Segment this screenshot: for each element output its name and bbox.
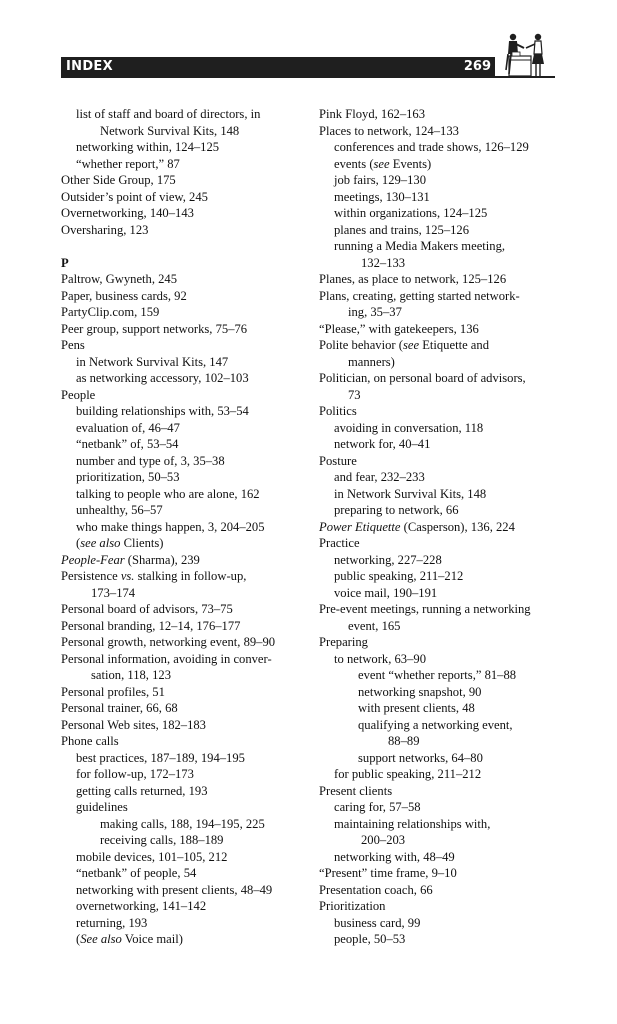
index-entry: Polite behavior (see Etiquette and bbox=[319, 338, 489, 352]
index-column-left bbox=[61, 106, 309, 948]
index-entry: networking with present clients, 48–49 bbox=[76, 882, 273, 897]
index-entry: who make things happen, 3, 204–205 bbox=[76, 519, 265, 534]
index-entry: “Please,” with gatekeepers, 136 bbox=[319, 321, 479, 336]
index-entry: caring for, 57–58 bbox=[334, 800, 421, 814]
index-entry: making calls, 188, 194–195, 225 bbox=[100, 816, 265, 831]
index-entry: PartyClip.com, 159 bbox=[61, 305, 160, 319]
index-entry: preparing to network, 66 bbox=[334, 503, 459, 517]
index-entry: guidelines bbox=[76, 800, 128, 814]
index-entry: as networking accessory, 102–103 bbox=[76, 371, 249, 385]
index-entry: Pink Floyd, 162–163 bbox=[319, 107, 426, 121]
index-entry: (see also Clients) bbox=[76, 536, 164, 550]
index-entry: public speaking, 211–212 bbox=[334, 569, 464, 583]
index-entry: People-Fear (Sharma), 239 bbox=[61, 552, 200, 567]
index-entry: networking snapshot, 90 bbox=[358, 684, 482, 699]
index-entry: Presentation coach, 66 bbox=[319, 882, 433, 897]
index-entry: Overnetworking, 140–143 bbox=[61, 206, 194, 220]
index-entry: and fear, 232–233 bbox=[334, 470, 425, 484]
index-entry: Power Etiquette (Casperson), 136, 224 bbox=[319, 519, 515, 534]
index-entry: Personal board of advisors, 73–75 bbox=[61, 602, 233, 616]
index-entry: planes and trains, 125–126 bbox=[334, 222, 470, 237]
index-entry: sation, 118, 123 bbox=[91, 668, 171, 682]
index-entry: list of staff and board of directors, in bbox=[76, 107, 261, 121]
index-entry: Personal growth, networking event, 89–90 bbox=[61, 635, 276, 649]
index-entry: talking to people who are alone, 162 bbox=[76, 486, 260, 501]
index-entry: 132–133 bbox=[361, 255, 406, 270]
index-entry: networking, 227–228 bbox=[334, 552, 442, 567]
index-entry: Politics bbox=[319, 404, 357, 418]
index-entry: Places to network, 124–133 bbox=[319, 123, 459, 138]
index-entry: in Network Survival Kits, 147 bbox=[76, 354, 229, 369]
index-entry: Pens bbox=[61, 338, 85, 352]
index-entry: returning, 193 bbox=[76, 915, 148, 930]
index-entry: Outsider’s point of view, 245 bbox=[61, 189, 208, 204]
index-entry: “netbank” of people, 54 bbox=[76, 866, 197, 880]
index-entry: Practice bbox=[319, 536, 360, 550]
index-entry: for follow-up, 172–173 bbox=[76, 767, 194, 781]
index-entry: Oversharing, 123 bbox=[61, 222, 149, 237]
index-entry: running a Media Makers meeting, bbox=[334, 239, 506, 253]
index-entry: best practices, 187–189, 194–195 bbox=[76, 750, 245, 765]
index-entry: Personal profiles, 51 bbox=[61, 684, 165, 699]
index-entry: Paper, business cards, 92 bbox=[61, 288, 187, 303]
index-entry: maintaining relationships with, bbox=[334, 816, 491, 831]
index-entry: business card, 99 bbox=[334, 915, 421, 930]
index-entry: overnetworking, 141–142 bbox=[76, 899, 207, 913]
index-entry: to network, 63–90 bbox=[334, 651, 426, 666]
index-entry: Phone calls bbox=[61, 734, 119, 748]
section-spacer bbox=[61, 238, 309, 255]
index-entry: support networks, 64–80 bbox=[358, 750, 483, 765]
index-entry: mobile devices, 101–105, 212 bbox=[76, 849, 228, 864]
index-entry: (See also Voice mail) bbox=[76, 932, 183, 946]
index-entry: Preparing bbox=[319, 635, 368, 649]
index-entry: job fairs, 129–130 bbox=[334, 173, 426, 187]
index-entry: Pre-event meetings, running a networking bbox=[319, 602, 531, 616]
index-entry: people, 50–53 bbox=[334, 932, 406, 946]
index-entry: in Network Survival Kits, 148 bbox=[334, 486, 487, 501]
index-entry: network for, 40–41 bbox=[334, 437, 431, 451]
index-entry: for public speaking, 211–212 bbox=[334, 767, 482, 781]
index-entry: Prioritization bbox=[319, 899, 386, 913]
index-entry: events (see Events) bbox=[334, 156, 432, 171]
two-people-handshake-desk-icon bbox=[497, 30, 559, 78]
index-entry: 200–203 bbox=[361, 833, 406, 847]
index-entry: Personal Web sites, 182–183 bbox=[61, 717, 206, 732]
running-header-bar bbox=[61, 57, 495, 78]
index-entry: receiving calls, 188–189 bbox=[100, 833, 224, 847]
index-entry: manners) bbox=[348, 354, 395, 369]
index-entry: evaluation of, 46–47 bbox=[76, 420, 180, 435]
index-entry: People bbox=[61, 387, 96, 402]
index-entry: Personal information, avoiding in conver- bbox=[61, 651, 272, 666]
index-entry: within organizations, 124–125 bbox=[334, 206, 488, 220]
index-entry: event, 165 bbox=[348, 618, 401, 633]
index-entry: conferences and trade shows, 126–129 bbox=[334, 140, 529, 154]
index-entry: “Present” time frame, 9–10 bbox=[319, 866, 457, 880]
index-entry: Planes, as place to network, 125–126 bbox=[319, 272, 507, 286]
index-entry: qualifying a networking event, bbox=[358, 717, 513, 732]
index-entry: Posture bbox=[319, 453, 357, 468]
index-entry: Other Side Group, 175 bbox=[61, 173, 176, 187]
index-entry: meetings, 130–131 bbox=[334, 189, 430, 204]
index-entry: unhealthy, 56–57 bbox=[76, 503, 163, 517]
index-entry: “whether report,” 87 bbox=[76, 156, 180, 171]
index-entry: Politician, on personal board of advisors, bbox=[319, 371, 526, 385]
index-entry: Network Survival Kits, 148 bbox=[100, 123, 240, 138]
index-entry: building relationships with, 53–54 bbox=[76, 404, 249, 418]
index-entry: “netbank” of, 53–54 bbox=[76, 437, 179, 451]
index-entry: with present clients, 48 bbox=[358, 701, 475, 715]
header-title: INDEX bbox=[66, 59, 113, 74]
index-entry: Personal branding, 12–14, 176–177 bbox=[61, 618, 241, 633]
index-entry: ing, 35–37 bbox=[348, 305, 402, 319]
index-entry: 88–89 bbox=[388, 734, 420, 748]
index-entry: Peer group, support networks, 75–76 bbox=[61, 321, 248, 336]
index-entry: avoiding in conversation, 118 bbox=[334, 420, 484, 435]
index-entry: Persistence vs. stalking in follow-up, bbox=[61, 569, 247, 583]
index-entry: voice mail, 190–191 bbox=[334, 585, 438, 600]
index-entry: 73 bbox=[348, 387, 361, 402]
index-entry: number and type of, 3, 35–38 bbox=[76, 453, 225, 468]
index-entry: Plans, creating, getting started network- bbox=[319, 288, 520, 303]
index-entry: Present clients bbox=[319, 783, 393, 798]
index-entry: Personal trainer, 66, 68 bbox=[61, 701, 178, 715]
page-number: 269 bbox=[463, 59, 491, 74]
index-entry: event “whether reports,” 81–88 bbox=[358, 668, 517, 682]
index-entry: Paltrow, Gwyneth, 245 bbox=[61, 272, 178, 286]
index-entry: getting calls returned, 193 bbox=[76, 783, 208, 798]
index-column-right bbox=[319, 106, 567, 948]
index-entry: networking within, 124–125 bbox=[76, 140, 220, 154]
section-letter: P bbox=[61, 255, 69, 270]
index-entry: networking with, 48–49 bbox=[334, 849, 455, 864]
index-entry: 173–174 bbox=[91, 585, 136, 600]
index-entry: prioritization, 50–53 bbox=[76, 470, 180, 484]
